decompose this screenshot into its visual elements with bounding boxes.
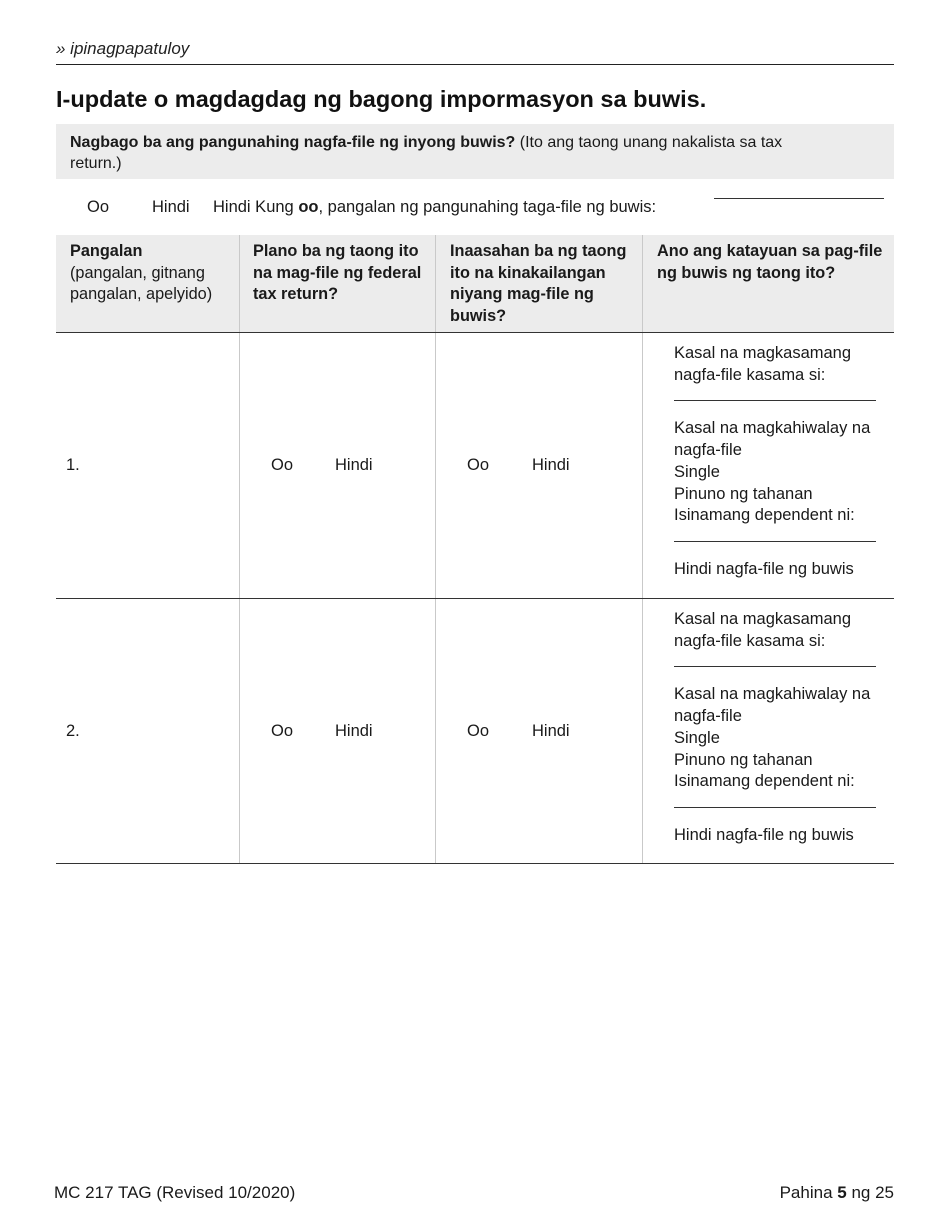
header-divider [56,64,894,65]
answer-prompt-pre: Hindi Kung [213,198,299,216]
column-divider [642,235,643,864]
row-number: 1. [66,456,80,474]
column-divider [239,235,240,864]
header-plan [253,241,423,306]
plan-yes-option[interactable]: Oo [271,722,294,740]
dependent-of-field[interactable] [674,541,876,542]
joint-spouse-field[interactable] [674,666,876,667]
status-head-of-household[interactable]: Pinuno ng tahanan [674,484,813,503]
header-status [657,241,887,284]
expected-no-option[interactable]: Hindi [532,456,570,474]
header-expected [450,241,635,328]
answer-no-option[interactable]: Hindi [152,198,190,216]
header-expected-text: Inaasahan ba ng taong ito na kinakailangan niyang mag-file ng buwis? [450,242,627,326]
header-name [70,241,235,306]
answer-prompt-bold: oo [298,198,319,216]
status-dependent[interactable]: Isinamang dependent ni: [674,506,855,525]
expected-yes-option[interactable]: Oo [467,722,490,740]
page-title: I-update o magdagdag ng bagong impormasyon sa buwis. [56,86,707,112]
status-not-filing[interactable]: Hindi nagfa-file ng buwis [674,825,854,844]
status-dependent[interactable]: Isinamang dependent ni: [674,772,855,791]
page-label-post: ng 25 [846,1183,894,1202]
plan-yes-option[interactable]: Oo [271,456,294,474]
question-bold-text: Nagbago ba ang pangunahing nagfa-file ng inyong buwis? [70,134,516,151]
status-single[interactable]: Single [674,462,720,481]
header-name-subtitle: (pangalan, gitnang pangalan, apelyido) [70,263,213,304]
answer-prompt [213,198,656,217]
primary-filer-name-field[interactable] [714,198,884,199]
row-divider [56,598,894,599]
status-joint[interactable]: Kasal na magkasamang nagfa-file kasama si: [674,344,852,384]
column-divider [435,235,436,864]
filing-status-options [674,609,894,847]
status-not-filing[interactable]: Hindi nagfa-file ng buwis [674,559,854,578]
row-number: 2. [66,722,80,740]
row-divider [56,332,894,333]
primary-filer-answer-row [0,198,950,220]
row-divider [56,863,894,864]
answer-prompt-post: , pangalan ng pangunahing taga-file ng buwis: [318,198,657,216]
status-single[interactable]: Single [674,728,720,747]
tax-info-table [56,235,894,864]
header-plan-text: Plano ba ng taong ito na mag-file ng federal tax return? [253,242,422,304]
answer-yes-option[interactable]: Oo [87,198,110,216]
header-status-text: Ano ang katayuan sa pag-file ng buwis ng taong ito? [657,242,883,282]
primary-filer-question [56,124,894,179]
header-name-title: Pangalan [70,242,143,260]
page-label-pre: Pahina [779,1183,838,1202]
joint-spouse-field[interactable] [674,400,876,401]
expected-yes-option[interactable]: Oo [467,456,490,474]
question-note-text: (Ito ang taong unang nakalista sa tax return.) [70,134,783,172]
dependent-of-field[interactable] [674,807,876,808]
current-page: 5 [837,1183,847,1202]
filing-status-options [674,343,894,581]
plan-no-option[interactable]: Hindi [335,456,373,474]
status-separate[interactable]: Kasal na magkahiwalay na nagfa-file [674,685,871,726]
status-separate[interactable]: Kasal na magkahiwalay na nagfa-file [674,419,871,460]
status-joint[interactable]: Kasal na magkasamang nagfa-file kasama si: [674,610,852,650]
plan-no-option[interactable]: Hindi [335,722,373,740]
form-id: MC 217 TAG (Revised 10/2020) [54,1183,296,1202]
page-number [780,1183,894,1203]
status-head-of-household[interactable]: Pinuno ng tahanan [674,750,813,769]
expected-no-option[interactable]: Hindi [532,722,570,740]
continued-label: » ipinagpapatuloy [56,39,190,58]
